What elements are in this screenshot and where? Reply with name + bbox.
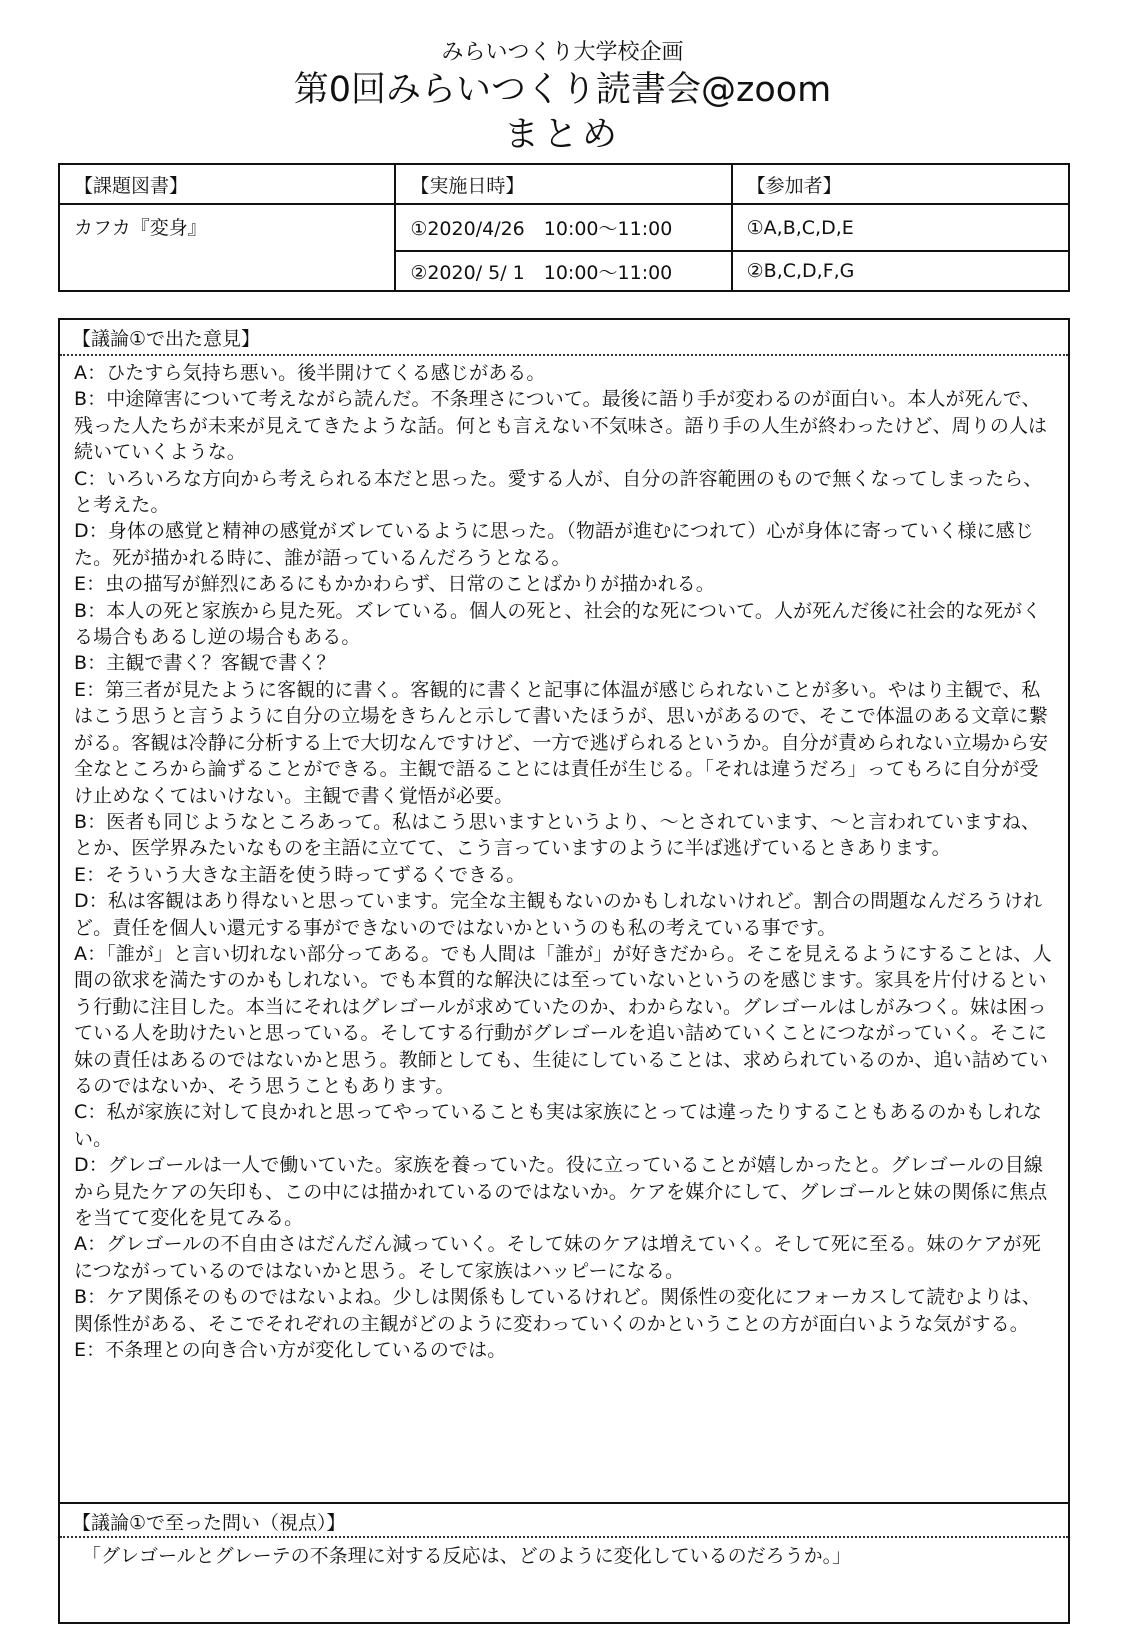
opinion-item: B：中途障害について考えながら読んだ。不条理さについて。最後に語り手が変わるのが面白い。本人が死んで、残った人たちが未来が見えてきたような話。何とも言えない不気味さ。語り手の人生が終わったけど、周りの人は続いていくような。 <box>74 388 1048 464</box>
opinion-item: A：「誰が」と言い切れない部分ってある。でも人間は「誰が」が好きだから。そこを見えるようにすることは、人間の欲求を満たすのかもしれない。でも本質的な解決には至っていないというのを感じます。家具を片付けるという行動に注目した。本当にそれはグレゴールが求めていたのか、わからない。グレゴールはしがみつく。妹は困っている人を助けたいと思っている。そしてする行動がグレゴールを追い詰めていくことにつながっていく。そこに妹の責任はあるのではないかと思う。教師としても、生徒にしていることは、求められているのか、追い詰めているのではないか、そう思うこともあります。 <box>74 942 1052 1097</box>
book-title: カフカ『変身』 <box>59 204 395 251</box>
info-table-row <box>59 251 1069 291</box>
opinion-item: C：私が家族に対して良かれと思ってやっていることも実は家族にとっては違ったりすることもあるのかもしれない。 <box>74 1101 1042 1150</box>
opinion-item: A：ひたすら気持ち悪い。後半開けてくる感じがある。 <box>74 362 546 384</box>
opinion-item: E：虫の描写が鮮烈にあるにもかかわらず、日常のことばかりが描かれる。 <box>74 573 715 596</box>
opinion-item: E：第三者が見たように客観的に書く。客観的に書くと記事に体温が感じられないことが多い。やはり主観で、私はこう思うと言うように自分の立場をきちんと示して書いたほうが、思いがあるので、そこで体温のある文章に繋がる。客観は冷静に分析する上で大切なんですけど、一方で逃げられるというか。自分が責められない立場から安全なところから論ずることができる。主観で語ることには責任が生じる。「それは違うだろ」ってもろに自分が受け止めなくてはいけない。主観で書く覚悟が必要。 <box>74 678 1049 807</box>
info-table-header-row <box>59 164 1069 204</box>
opinion-item: B：本人の死と家族から見た死。ズレている。個人の死と、社会的な死について。人が死んだ後に社会的な死がくる場合もあるし逆の場合もある。 <box>74 599 1042 649</box>
opinion-item: D：私は客観はあり得ないと思っています。完全な主観もないのかもしれないけれど。割合の問題なんだろうけれど。責任を個人い還元する事ができないのではないかというのも私の考えている事です。 <box>74 890 1043 939</box>
opinion-item: C：いろいろな方向から考えられる本だと思った。愛する人が、自分の許容範囲のもので無くなってしまったら、と考えた。 <box>74 467 1043 517</box>
opinions-list <box>60 356 1068 1502</box>
opinion-item: D：グレゴールは一人で働いていた。家族を養っていた。役に立っていることが嬉しかったと。グレゴールの目線から見たケアの矢印も、この中には描かれているのではないか。ケアを媒介にして、グレゴールと妹の関係に焦点を当てて変化を見てみる。 <box>74 1154 1048 1229</box>
session-2-participants: ②B,C,D,F,G <box>732 251 1069 291</box>
header-participants: 【参加者】 <box>732 164 1069 204</box>
info-table-row <box>59 204 1069 251</box>
opinion-item: B：ケア関係そのものではないよね。少しは関係もしているけれど。関係性の変化にフォーカスして読むよりは、関係性がある、そこでそれぞれの主観がどのように変わっていくのかということの方が面白いような気がする。 <box>74 1286 1041 1335</box>
question-text: 「グレゴールとグレーテの不条理に対する反応は、どのように変化しているのだろうか。」 <box>82 1545 852 1567</box>
header-datetime: 【実施日時】 <box>395 164 731 204</box>
opinions-heading: 【議論①で出た意見】 <box>60 320 1068 356</box>
session-1-date: ①2020/4/26 10:00〜11:00 <box>395 204 731 251</box>
opinion-item: B：医者も同じようなところあって。私はこう思いますというより、〜とされています、〜と言われていますね、とか、医学界みたいなものを主語に立てて、こう言っていますのように半ば逃げているときあります。 <box>74 810 1041 860</box>
opinion-item: A：グレゴールの不自由さはだんだん減っていく。そして妹のケアは増えていく。そして死に至る。妹のケアが死につながっているのではないかと思う。そして家族はハッピーになる。 <box>74 1233 1041 1282</box>
opinion-item: E：そういう大きな主語を使う時ってずるくできる。 <box>74 863 526 886</box>
document-header <box>0 38 1125 158</box>
header-book: 【課題図書】 <box>59 164 395 204</box>
opinion-item: E：不条理との向き合い方が変化しているのでは。 <box>74 1339 507 1362</box>
info-table <box>58 163 1070 292</box>
book-cell-continued <box>59 251 395 291</box>
discussion-box <box>58 318 1070 1624</box>
question-heading: 【議論①で至った問い（視点）】 <box>60 1502 1068 1538</box>
opinion-item: D：身体の感覚と精神の感覚がズレているように思った。（物語が進むにつれて）心が身体に寄っていく様に感じた。死が描かれる時に、誰が語っているんだろうとなる。 <box>74 520 1034 569</box>
session-2-date: ②2020/ 5/ 1 10:00〜11:00 <box>395 251 731 291</box>
opinion-item: B：主観で書く？客観で書く？ <box>74 652 336 675</box>
organizer-line: みらいつくり大学校企画 <box>441 40 684 65</box>
document-subtitle: まとめ <box>503 115 621 155</box>
document-title: 第0回みらいつくり読書会@zoom <box>293 70 832 110</box>
session-1-participants: ①A,B,C,D,E <box>732 204 1069 251</box>
